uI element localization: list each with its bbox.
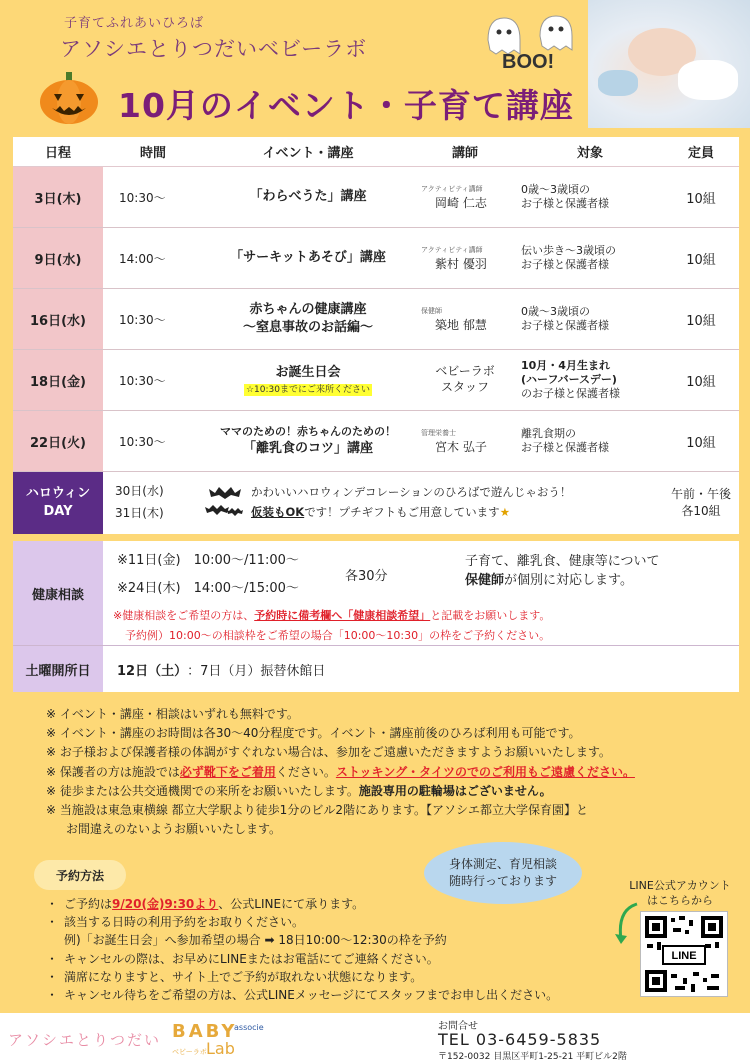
instructor-role: 管理栄養士 bbox=[421, 428, 456, 437]
arrow-icon bbox=[613, 900, 643, 946]
note-line: ※ お子様および保護者様の体調がすぐれない場合は、参加をご遠慮いただきますようお願いいたします。 bbox=[46, 745, 611, 760]
instructor-name: 紫村 優羽 bbox=[435, 256, 487, 271]
halloween-date: 30日(水) bbox=[115, 484, 164, 499]
res-part: 、公式LINEにて承ります。 bbox=[218, 897, 365, 911]
target-line: のお子様と保護者様 bbox=[521, 387, 620, 401]
row-date: 16日(水) bbox=[13, 289, 103, 349]
halloween-capacity bbox=[663, 472, 739, 534]
saturday-row bbox=[13, 646, 739, 692]
instructor-name: 岡崎 仁志 bbox=[435, 195, 487, 210]
reservation-item: ・ 該当する日時の利用予約をお取りください。 bbox=[46, 913, 606, 931]
col-event: イベント・講座 bbox=[262, 146, 354, 161]
note-emph: 施設専用の駐輪場はございません。 bbox=[358, 783, 552, 798]
reservation-tag: 予約方法 bbox=[34, 860, 126, 890]
note-line bbox=[46, 782, 696, 801]
row-time: 10:30～ bbox=[119, 312, 166, 327]
target-line: 10月・4月生まれ bbox=[521, 358, 610, 372]
col-time: 時間 bbox=[139, 146, 166, 161]
note-emph: ストッキング・タイツのでのご利用もご遠慮ください。 bbox=[335, 764, 635, 779]
halloween-date: 31日(木) bbox=[115, 506, 164, 520]
consult-note-part: と記載をお願いします。 bbox=[430, 609, 551, 622]
row-capacity: 10組 bbox=[686, 374, 716, 390]
col-instructor: 講師 bbox=[451, 146, 478, 161]
qr-line-text: LINE bbox=[671, 950, 697, 962]
row-capacity: 10組 bbox=[686, 191, 716, 207]
consult-slot: ※24日(木) 14:00～/15:00～ bbox=[117, 581, 299, 596]
instructor-name: 宮木 弘子 bbox=[435, 439, 487, 454]
saturday-label: 土曜開所日 bbox=[13, 646, 103, 692]
consult-table bbox=[13, 541, 739, 692]
target-line: お子様と保護者様 bbox=[521, 258, 609, 271]
instructor-name: ベビーラボ bbox=[435, 364, 495, 379]
instructor-name: 築地 郁慧 bbox=[435, 317, 487, 332]
reservation-start: 9/20(金)9:30より bbox=[112, 897, 219, 911]
row-event bbox=[203, 289, 413, 349]
row-event bbox=[203, 167, 413, 227]
halloween-desc-rest: です！プチギフトもご用意しています bbox=[304, 505, 500, 519]
event-title: お誕生日会 bbox=[275, 365, 341, 381]
phone-number[interactable]: TEL 03-6459-5835 bbox=[438, 1030, 602, 1049]
row-time: 10:30～ bbox=[119, 373, 166, 388]
row-instructor bbox=[413, 350, 517, 410]
table-row bbox=[13, 289, 739, 350]
row-instructor bbox=[413, 411, 517, 471]
row-event bbox=[203, 411, 413, 471]
row-target bbox=[517, 350, 663, 410]
reservation-example: 例)「お誕生日会」へ参加希望の場合 ➡ 18日10:00～12:30の枠を予約 bbox=[64, 933, 447, 948]
note-emph: 必ず靴下をご着用 bbox=[179, 764, 276, 779]
consult-desc-line bbox=[465, 572, 659, 591]
row-date: 3日(木) bbox=[13, 167, 103, 227]
row-event bbox=[203, 228, 413, 288]
row-capacity: 10組 bbox=[686, 313, 716, 329]
halloween-cap-line: 午前・午後 bbox=[670, 486, 731, 501]
event-subtitle: 「離乳食のコツ」講座 bbox=[242, 440, 373, 456]
events-table bbox=[13, 137, 739, 534]
target-line: (ハーフバースデー) bbox=[521, 372, 617, 386]
line-label-line: はこちらから bbox=[647, 893, 713, 907]
halloween-description bbox=[203, 472, 663, 534]
header-subtitle: 子育てふれあいひろば bbox=[64, 16, 205, 31]
note-part: ※ 徒歩または公共交通機関での来所をお願いいたします。 bbox=[46, 783, 359, 798]
table-header bbox=[13, 137, 739, 167]
saturday-value bbox=[103, 646, 325, 692]
target-line: 0歳～3歳頃の bbox=[521, 182, 590, 196]
row-date: 22日(火) bbox=[13, 411, 103, 471]
row-time: 10:30～ bbox=[119, 190, 166, 205]
instructor-name: スタッフ bbox=[440, 380, 489, 394]
halloween-desc-line: かわいいハロウィンデコレーションのひろばで遊んじゃおう！ bbox=[251, 485, 572, 500]
halloween-label bbox=[13, 472, 103, 534]
target-line: お子様と保護者様 bbox=[521, 197, 609, 210]
row-event bbox=[203, 350, 413, 410]
note-line: ※ 当施設は東急東横線 都立大学駅より徒歩1分のビル2階にあります。【アソシエ都立大学保育園】と bbox=[46, 802, 588, 817]
halloween-label-line: DAY bbox=[43, 504, 73, 519]
table-row bbox=[13, 411, 739, 472]
row-date: 18日(金) bbox=[13, 350, 103, 410]
logo-sub: ベビーラボ bbox=[172, 1048, 207, 1056]
facility-name: アソシエとりつだいベビーラボ bbox=[60, 37, 368, 61]
nurse-label: 保健師 bbox=[465, 572, 505, 588]
health-consult-body bbox=[103, 541, 739, 645]
target-line: お子様と保護者様 bbox=[521, 441, 609, 454]
event-title: 赤ちゃんの健康講座 bbox=[249, 302, 367, 318]
arrival-note: ☆10:30までにご来所ください bbox=[245, 384, 370, 395]
consult-slot: ※11日(金) 10:00～/11:00～ bbox=[117, 553, 299, 568]
consult-duration: 各30分 bbox=[345, 569, 388, 584]
note-line: お間違えのないようお願いいたします。 bbox=[66, 822, 282, 837]
consult-note bbox=[113, 607, 550, 623]
contact-label: お問合せ bbox=[438, 1021, 478, 1032]
qr-code-icon bbox=[641, 912, 727, 996]
instructor-role: アクティビティ講師 bbox=[421, 184, 483, 193]
event-title: 「わらべうた」講座 bbox=[249, 189, 367, 205]
table-row bbox=[13, 228, 739, 289]
halloween-dates bbox=[103, 472, 203, 534]
reservation-item: ・ キャンセル待ちをご希望の方は、公式LINEメッセージにてスタッフまでお申し出ください。 bbox=[46, 986, 606, 1004]
target-line: お子様と保護者様 bbox=[521, 319, 609, 332]
event-subtitle: ～窒息事故のお話編～ bbox=[242, 320, 373, 335]
row-target bbox=[517, 289, 663, 349]
health-consult-label: 健康相談 bbox=[13, 541, 103, 645]
associe-logo: associe bbox=[234, 1023, 264, 1032]
event-title: 「サーキットあそび」講座 bbox=[230, 250, 386, 266]
row-instructor bbox=[413, 228, 517, 288]
instructor-role: アクティビティ講師 bbox=[421, 245, 483, 254]
boo-text: BOO! bbox=[502, 51, 555, 70]
table-row bbox=[13, 350, 739, 411]
page-title: 10月のイベント・子育て講座 bbox=[118, 86, 574, 125]
instructor-role: 保健師 bbox=[421, 306, 442, 315]
table-row bbox=[13, 167, 739, 228]
pumpkin-icon bbox=[38, 70, 100, 126]
consult-note-part: ※健康相談をご希望の方は、 bbox=[113, 609, 255, 622]
costume-ok: 仮装もOK bbox=[251, 505, 305, 519]
target-line: 離乳食期の bbox=[521, 426, 576, 440]
star-icon: ★ bbox=[499, 505, 510, 519]
logo-baby: BABY bbox=[172, 1021, 238, 1042]
consult-desc-line: 子育て、離乳食、健康等について bbox=[465, 554, 660, 569]
bubble-line: 随時行っております bbox=[448, 874, 557, 888]
row-instructor bbox=[413, 167, 517, 227]
halloween-row bbox=[13, 472, 739, 534]
notes-list bbox=[46, 705, 696, 839]
target-line: 0歳～3歳頃の bbox=[521, 304, 590, 318]
reservation-item: ・ 満席になりますと、サイト上でご予約が取れない状態になります。 bbox=[46, 968, 606, 986]
address: 〒152-0032 目黒区平町1-25-21 平町ビル2階 bbox=[438, 1052, 627, 1061]
event-title: ママのための！赤ちゃんのための！ bbox=[220, 424, 396, 438]
col-capacity: 定員 bbox=[687, 146, 714, 161]
bat-icon bbox=[205, 483, 245, 523]
note-part: ください。 bbox=[275, 764, 336, 779]
note-line bbox=[46, 763, 696, 782]
health-consult-row bbox=[13, 541, 739, 646]
col-date: 日程 bbox=[44, 146, 71, 161]
row-time: 10:30～ bbox=[119, 434, 166, 449]
consult-desc-rest: が個別に対応します。 bbox=[504, 572, 633, 588]
bubble-line: 身体測定、育児相談 bbox=[448, 856, 557, 871]
footer bbox=[0, 1013, 750, 1061]
row-capacity: 10組 bbox=[686, 435, 716, 451]
line-label-line: LINE公式アカウント bbox=[629, 879, 731, 892]
reservation-list bbox=[46, 895, 606, 1004]
halloween-desc-line bbox=[251, 503, 571, 523]
consult-description bbox=[465, 553, 659, 591]
row-target bbox=[517, 411, 663, 471]
baby-photo bbox=[588, 0, 750, 128]
row-capacity: 10組 bbox=[686, 252, 716, 268]
saturday-closure: ：7日（月）振替休館日 bbox=[187, 663, 326, 679]
halloween-cap-line: 各10組 bbox=[681, 504, 721, 518]
row-target bbox=[517, 167, 663, 227]
logo-lab: Lab bbox=[206, 1039, 235, 1058]
row-instructor bbox=[413, 289, 517, 349]
saturday-date: 12日（土） bbox=[117, 663, 188, 679]
target-line: 伝い歩き～3歳頃の bbox=[521, 243, 616, 257]
line-qr-code[interactable] bbox=[640, 911, 728, 997]
row-date: 9日(水) bbox=[13, 228, 103, 288]
logo-text: アソシエとりつだい bbox=[8, 1031, 162, 1049]
note-line: ※ イベント・講座・相談はいずれも無料です。 bbox=[46, 707, 299, 721]
note-line: ※ イベント・講座のお時間は各30～40分程度です。イベント・講座前後のひろば利用も可能です。 bbox=[46, 726, 581, 741]
row-time: 14:00～ bbox=[119, 251, 166, 266]
reservation-item bbox=[46, 895, 606, 913]
col-target: 対象 bbox=[576, 146, 603, 161]
note-part: ※ 保護者の方は施設では bbox=[46, 764, 180, 779]
reservation-item: ・ キャンセルの際は、お早めにLINEまたはお電話にてご連絡ください。 bbox=[46, 950, 606, 968]
consult-note-emph: 予約時に備考欄へ「健康相談希望」 bbox=[254, 609, 431, 622]
row-target bbox=[517, 228, 663, 288]
consult-example: 予約例）10:00～の相談枠をご希望の場合「10:00～10:30」の枠をご予約ください。 bbox=[125, 629, 551, 642]
halloween-label-line: ハロウィン bbox=[25, 486, 91, 502]
boo-ghost-icon bbox=[482, 10, 582, 70]
res-part: ご予約は bbox=[64, 897, 113, 911]
